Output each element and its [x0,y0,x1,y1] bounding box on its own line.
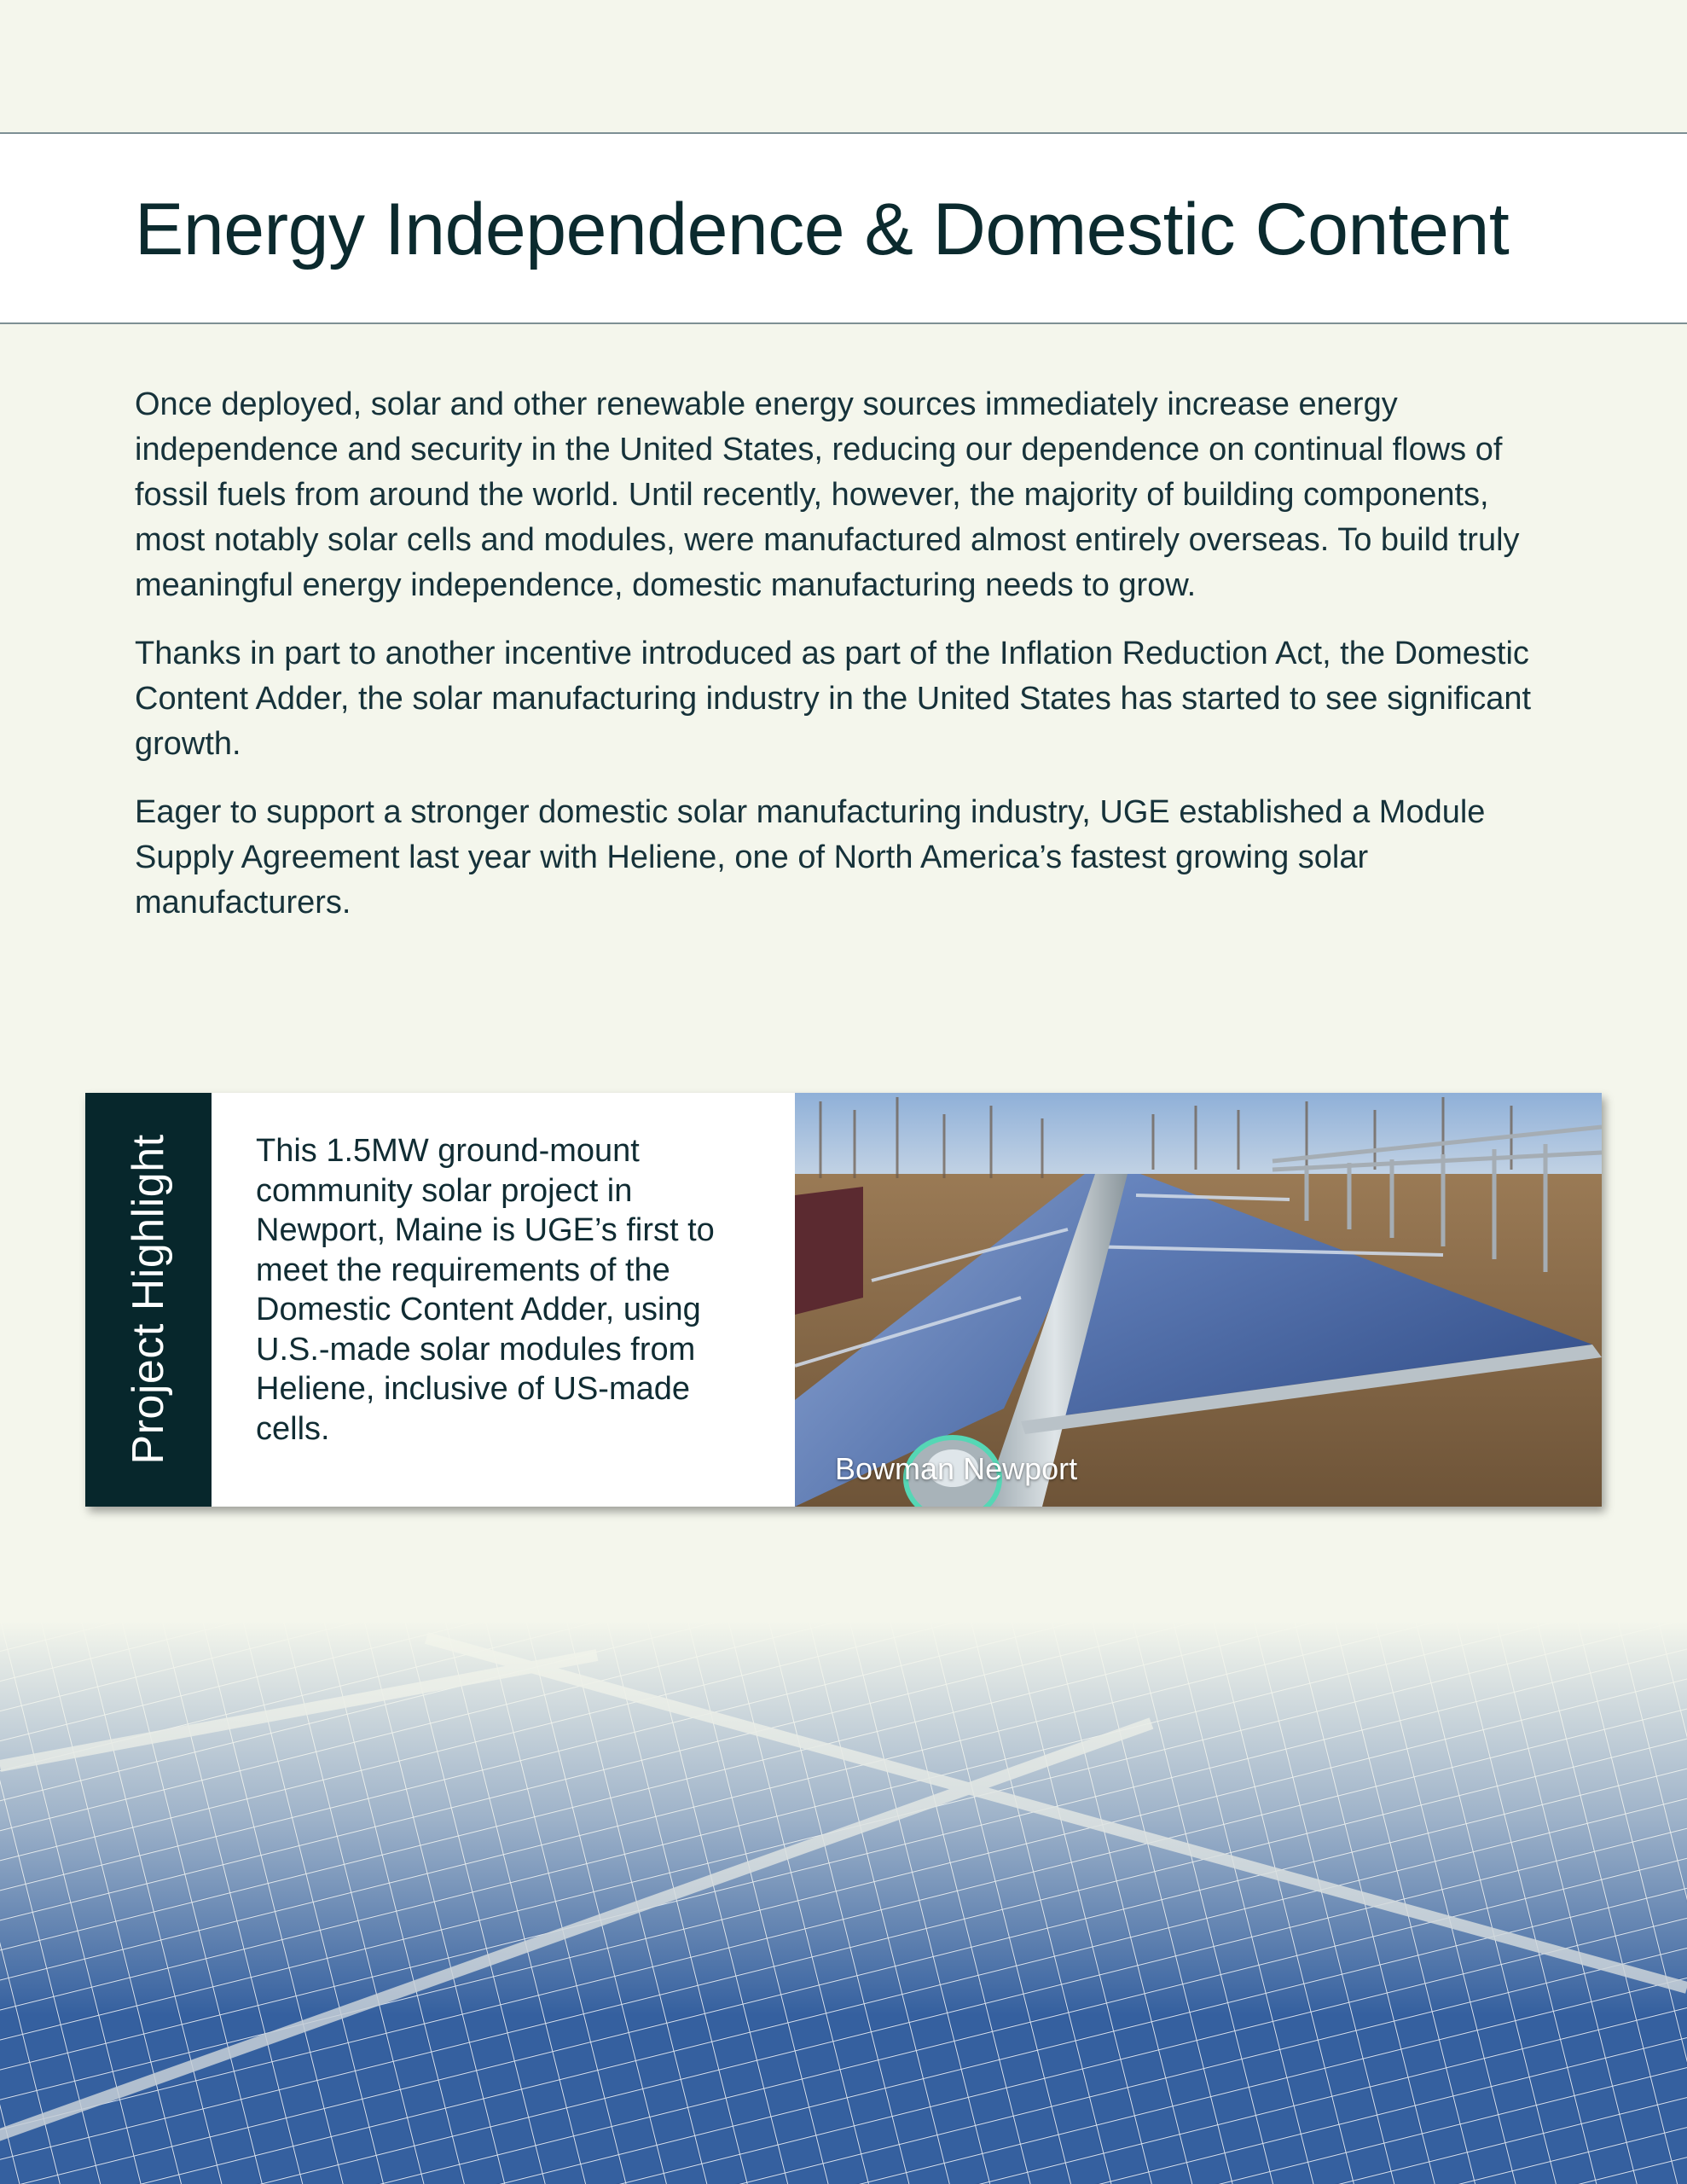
paragraph-1: Once deployed, solar and other renewable energy sources immediately increase energy independence and security in the United States, reducing our dependence on continual flows of fossil fuels from around the world. Until recently, however, the majority of building components, most notably solar cells and modules, were manufactured almost entirely overseas. To build truly meaningful energy independence, domestic manufacturing needs to grow. [135,386,1520,603]
page-title: Energy Independence & Domestic Content [135,189,1510,270]
solar-panels-footer-image [0,1621,1687,2184]
body-text [135,382,1568,949]
solar-panel-grid-graphic [0,1621,1687,2184]
paragraph-3: Eager to support a stronger domestic solar manufacturing industry, UGE established a Module Supply Agreement last year with Heliene, one of North America’s fastest growing solar manufacturers. [135,794,1486,921]
project-photo [795,1093,1602,1507]
solar-array-photo [795,1093,1602,1507]
highlight-label: Project Highlight [124,1134,173,1465]
project-highlight-card [85,1093,1602,1507]
paragraph-2: Thanks in part to another incentive introduced as part of the Inflation Reduction Act, the Domestic Content Adder, the solar manufacturing industry in the United States has started to see significant growth. [135,636,1532,762]
highlight-description: This 1.5MW ground-mount community solar project in Newport, Maine is UGE’s first to meet the requirements of the Domestic Content Adder, using U.S.-made solar modules from Heliene, inclusive of US-made cells. [256,1133,715,1447]
highlight-label-column [85,1093,212,1507]
title-band [0,132,1687,324]
photo-caption: Bowman Newport [835,1451,1078,1486]
